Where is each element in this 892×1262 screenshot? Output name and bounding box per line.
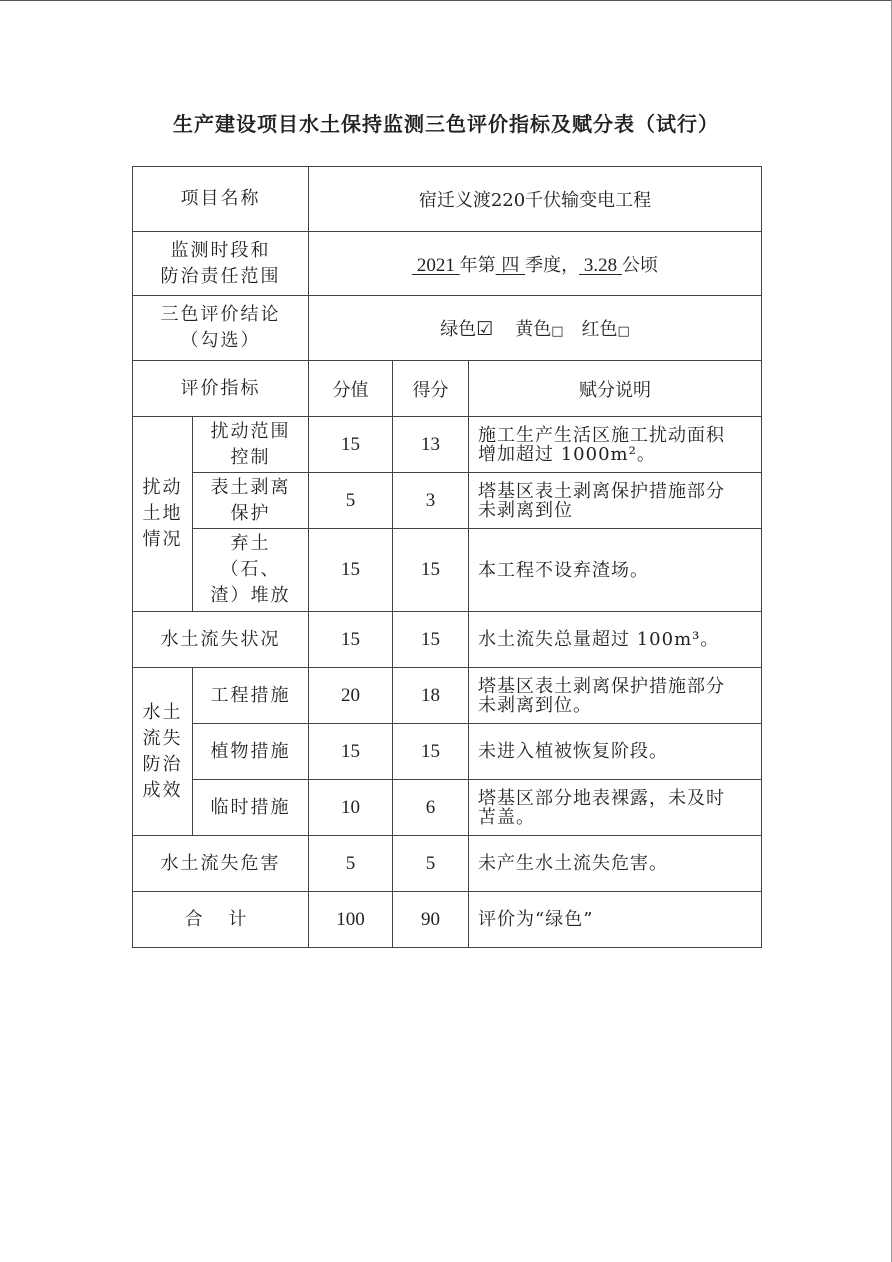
- explanation: [469, 780, 762, 836]
- red-checkbox[interactable]: □: [617, 324, 630, 339]
- group-prevention-line3: 防治: [142, 753, 183, 775]
- total-score-value: 100: [309, 892, 393, 948]
- score-value: 15: [309, 612, 393, 668]
- table-row: [133, 668, 762, 724]
- explanation: 未产生水土流失危害。: [469, 836, 762, 892]
- period-value: [309, 232, 762, 296]
- header-score-got: 得分: [393, 361, 469, 417]
- conclusion-options: [309, 296, 762, 361]
- period-year-suffix: 年第: [459, 254, 496, 276]
- group-prevention-line2: 流失: [142, 727, 183, 749]
- table-row: [133, 417, 762, 473]
- indicator-name: 临时措施: [193, 780, 309, 836]
- conclusion-label-line2: （勾选）: [180, 330, 261, 351]
- group-disturbance-line3: 情况: [142, 529, 183, 550]
- score-got: 6: [393, 780, 469, 836]
- score-got: 15: [393, 612, 469, 668]
- score-value: 5: [309, 836, 393, 892]
- period-label-line1: 监测时段和: [170, 239, 271, 261]
- table-row: [133, 836, 762, 892]
- table-row: [133, 473, 762, 529]
- total-explanation: 评价为“绿色”: [469, 892, 762, 948]
- score-value: 20: [309, 668, 393, 724]
- explanation-line1: 塔基区部分地表裸露，未及时: [478, 787, 725, 809]
- indicator-name: 水土流失危害: [133, 836, 309, 892]
- project-row: [133, 167, 762, 232]
- score-value: 15: [309, 529, 393, 612]
- indicator-name-line3: 渣）堆放: [210, 585, 291, 606]
- indicator-name: [193, 473, 309, 529]
- total-label: 合 计: [133, 892, 309, 948]
- group-disturbance-line1: 扰动: [142, 477, 183, 498]
- indicator-name: [193, 529, 309, 612]
- total-row: [133, 892, 762, 948]
- yellow-checkbox[interactable]: □: [551, 324, 564, 339]
- explanation: 水土流失总量超过 100m³。: [469, 612, 762, 668]
- header-row: [133, 361, 762, 417]
- conclusion-row: [133, 296, 762, 361]
- explanation: [469, 668, 762, 724]
- explanation-line1: 塔基区表土剥离保护措施部分: [478, 480, 725, 502]
- explanation-line1: 施工生产生活区施工扰动面积: [478, 424, 725, 446]
- group-disturbance-line2: 土地: [142, 503, 183, 524]
- score-got: 5: [393, 836, 469, 892]
- green-option-label: 绿色: [440, 319, 477, 340]
- score-value: 15: [309, 724, 393, 780]
- period-area-unit: 公顷: [621, 254, 658, 276]
- header-explanation: 赋分说明: [469, 361, 762, 417]
- indicator-name: [193, 417, 309, 473]
- indicator-name-line2: （石、: [220, 559, 281, 580]
- explanation: [469, 417, 762, 473]
- period-area: 3.28: [583, 254, 618, 276]
- indicator-name-line2: 保护: [230, 502, 271, 524]
- group-prevention: [133, 668, 193, 836]
- period-quarter-suffix: 季度，: [525, 254, 580, 276]
- explanation: 本工程不设弃渣场。: [469, 529, 762, 612]
- conclusion-label: [133, 296, 309, 361]
- indicator-name: 水土流失状况: [133, 612, 309, 668]
- yellow-option-label: 黄色: [515, 319, 552, 340]
- group-prevention-line4: 成效: [142, 779, 183, 801]
- period-label-line2: 防治责任范围: [160, 265, 281, 287]
- period-label: [133, 232, 309, 296]
- evaluation-table: [132, 166, 762, 948]
- explanation-line2: 增加超过 1000m²。: [478, 443, 656, 465]
- group-prevention-line1: 水土: [142, 701, 183, 723]
- indicator-name: 植物措施: [193, 724, 309, 780]
- score-value: 5: [309, 473, 393, 529]
- table-row: [133, 724, 762, 780]
- score-got: 13: [393, 417, 469, 473]
- conclusion-label-line1: 三色评价结论: [160, 304, 281, 325]
- score-value: 15: [309, 417, 393, 473]
- total-score-got: 90: [393, 892, 469, 948]
- green-checkbox[interactable]: ☑: [476, 318, 494, 340]
- period-row: [133, 232, 762, 296]
- period-quarter: 四: [501, 254, 520, 276]
- indicator-name-line1: 表土剥离: [210, 476, 291, 498]
- explanation-line2: 未剥离到位: [478, 499, 573, 521]
- page-title: 生产建设项目水土保持监测三色评价指标及赋分表（试行）: [173, 112, 719, 136]
- period-year: 2021: [416, 254, 455, 276]
- score-got: 3: [393, 473, 469, 529]
- project-name: 宿迁义渡220千伏输变电工程: [309, 167, 762, 232]
- explanation: 未进入植被恢复阶段。: [469, 724, 762, 780]
- explanation-line2: 未剥离到位。: [478, 694, 592, 716]
- indicator-name-line1: 扰动范围: [210, 420, 291, 442]
- explanation: [469, 473, 762, 529]
- score-got: 18: [393, 668, 469, 724]
- indicator-name-line2: 控制: [230, 446, 271, 468]
- explanation-line1: 塔基区表土剥离保护措施部分: [478, 675, 725, 697]
- indicator-name: 工程措施: [193, 668, 309, 724]
- table-row: [133, 612, 762, 668]
- explanation-line2: 苫盖。: [478, 806, 535, 828]
- table-row: [133, 529, 762, 612]
- score-got: 15: [393, 724, 469, 780]
- score-got: 15: [393, 529, 469, 612]
- table-row: [133, 780, 762, 836]
- project-label: 项目名称: [133, 167, 309, 232]
- group-disturbance: [133, 417, 193, 612]
- header-score-value: 分值: [309, 361, 393, 417]
- score-value: 10: [309, 780, 393, 836]
- header-indicator: 评价指标: [133, 361, 309, 417]
- indicator-name-line1: 弃土: [230, 533, 271, 554]
- page-top-border: [0, 0, 892, 1]
- red-option-label: 红色: [581, 319, 618, 340]
